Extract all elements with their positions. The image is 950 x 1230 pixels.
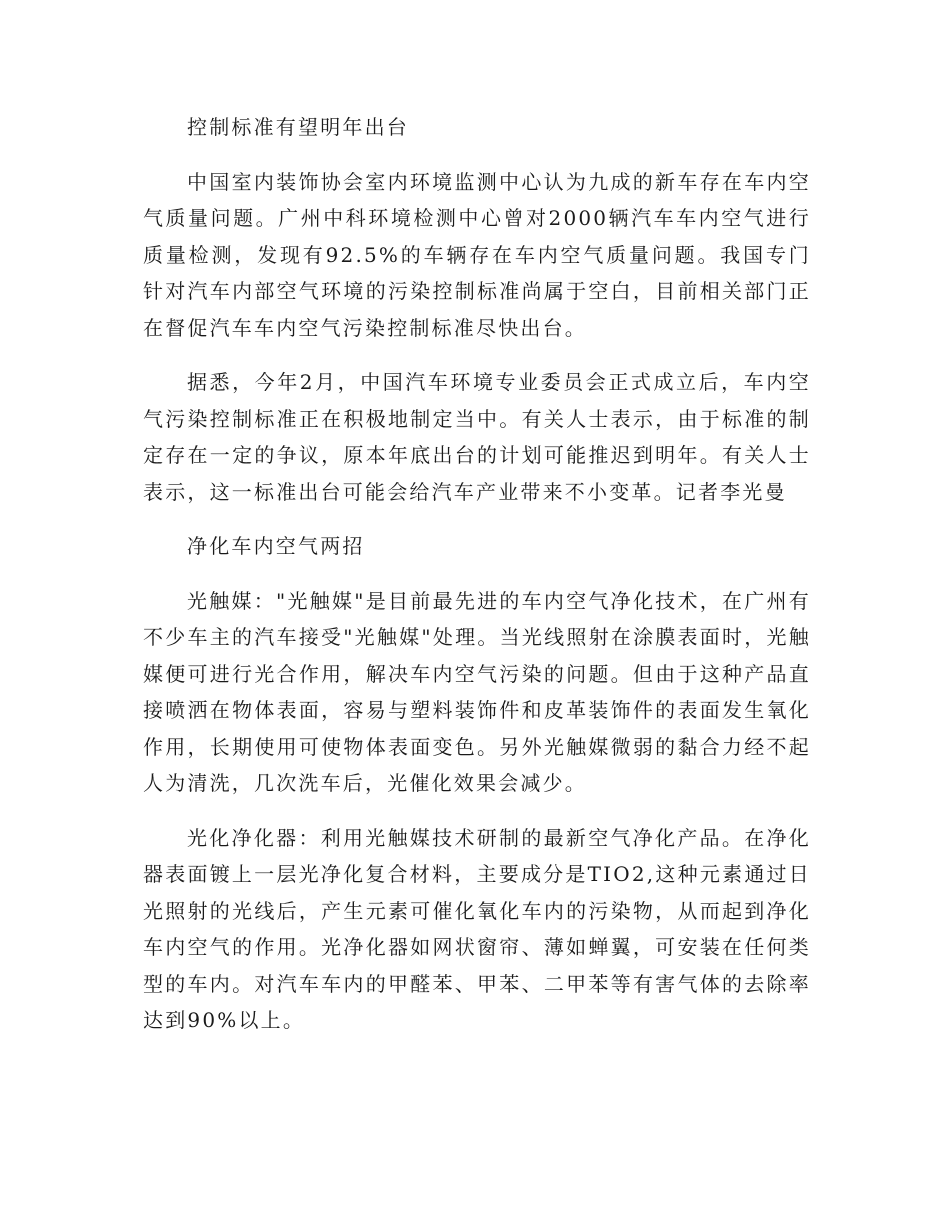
document-page [143, 109, 811, 1057]
section-heading-control-standard: 控制标准有望明年出台 [187, 115, 409, 139]
paragraph-standard-timeline: 据悉，今年2月，中国汽车环境专业委员会正式成立后，车内空气污染控制标准正在积极地制定当中。有关人士表示，由于标准的制定存在一定的争议，原本年底出台的计划可能推迟到明年。有关人士表示，这一标准出台可能会给汽车产业带来不小变革。记者李光曼 [143, 370, 811, 504]
paragraph-photocatalyst: 光触媒："光触媒"是目前最先进的车内空气净化技术，在广州有不少车主的汽车接受"光触媒"处理。当光线照射在涂膜表面时，光触媒便可进行光合作用，解决车内空气污染的问题。但由于这种产品直接喷洒在物体表面，容易与塑料装饰件和皮革装饰件的表面发生氧化作用，长期使用可使物体表面变色。另外光触媒微弱的黏合力经不起人为清洗，几次洗车后，光催化效果会减少。 [143, 588, 811, 795]
paragraph-inspection-findings: 中国室内装饰协会室内环境监测中心认为九成的新车存在车内空气质量问题。广州中科环境检测中心曾对2000辆汽车车内空气进行质量检测，发现有92.5%的车辆存在车内空气质量问题。我国专门针对汽车内部空气环境的污染控制标准尚属于空白，目前相关部门正在督促汽车车内空气污染控制标准尽快出台。 [143, 169, 811, 340]
section-heading-purification-methods: 净化车内空气两招 [187, 534, 365, 558]
paragraph-photo-purifier: 光化净化器：利用光触媒技术研制的最新空气净化产品。在净化器表面镀上一层光净化复合材料，主要成分是TIO2,这种元素通过日光照射的光线后，产生元素可催化氧化车内的污染物，从而起到净化车内空气的作用。光净化器如网状窗帘、薄如蝉翼，可安装在任何类型的车内。对汽车车内的甲醛苯、甲苯、二甲苯等有害气体的去除率达到90%以上。 [143, 825, 811, 1032]
